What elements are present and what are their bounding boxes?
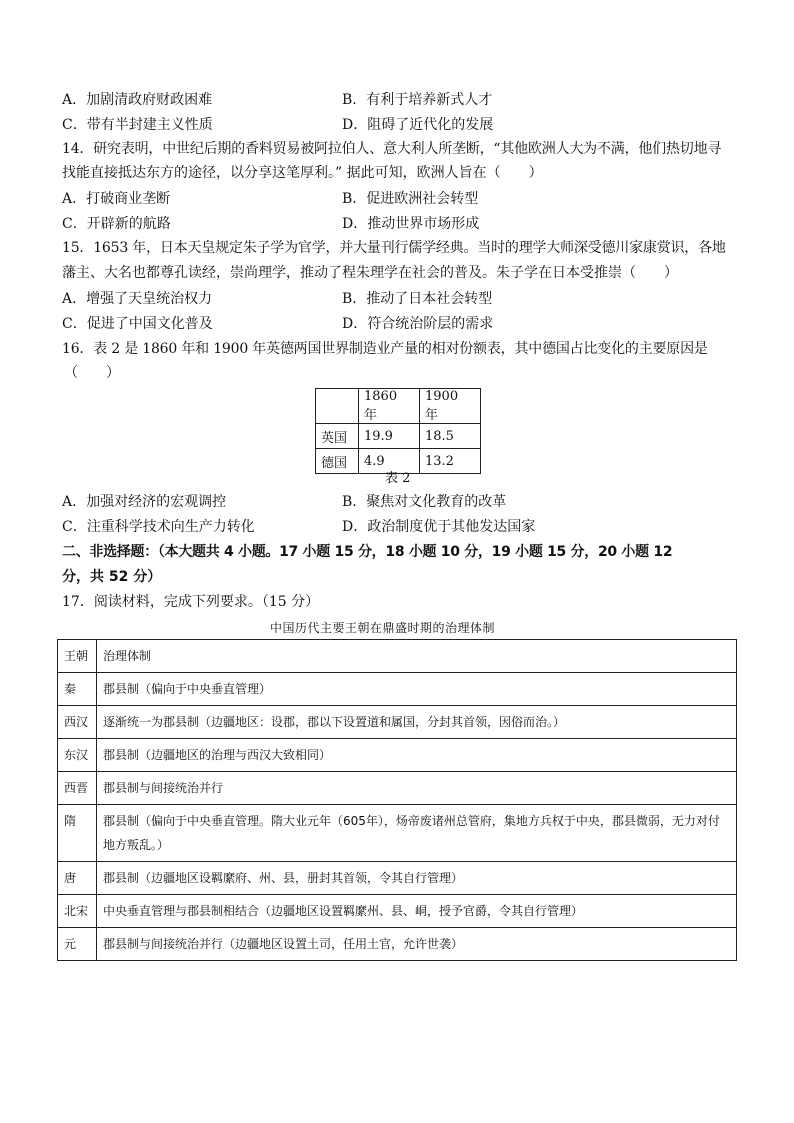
section-heading-line-1: 二、非选择题：（本大题共 4 小题。17 小题 15 分，18 小题 10 分，19 小题 15 分，20 小题 12 xyxy=(62,544,673,560)
table-row xyxy=(58,895,737,928)
q15-stem-line-2: 藩主、大名也都尊孔读经，崇尚理学，推动了程朱理学在社会的普及。朱子学在日本受推崇（ ） xyxy=(62,265,678,281)
option-d: D．符合统治阶层的需求 xyxy=(342,316,494,332)
table-cell: 4.9 xyxy=(359,449,420,474)
table-row xyxy=(58,805,737,862)
q17-intro: 17．阅读材料，完成下列要求。（15 分） xyxy=(62,594,320,610)
system-cell: 郡县制（偏向于中央垂直管理。隋大业元年（605年），炀帝废诸州总管府，集地方兵权于中央，郡县微弱，无力对付地方叛乱。） xyxy=(97,805,737,862)
q14-stem-line-1: 14．研究表明，中世纪后期的香料贸易被阿拉伯人、意大利人所垄断，“其他欧洲人大为不满，他们热切地寻 xyxy=(62,141,722,157)
option-b: B．聚焦对文化教育的改革 xyxy=(342,494,507,510)
option-c: C．促进了中国文化普及 xyxy=(62,316,213,332)
system-cell: 郡县制（偏向于中央垂直管理） xyxy=(97,673,737,706)
option-c: C．带有半封建主义性质 xyxy=(62,117,213,133)
q15-options-row-2 xyxy=(62,313,742,335)
option-a: A．加剧清政府财政困难 xyxy=(62,92,213,108)
table-cell xyxy=(316,389,359,424)
option-b: B．促进欧洲社会转型 xyxy=(342,191,479,207)
dynasty-cell: 东汉 xyxy=(58,739,97,772)
option-a: A．打破商业垄断 xyxy=(62,191,171,207)
dynasty-governance-table xyxy=(57,639,737,961)
table-cell: 德国 xyxy=(316,449,359,474)
table-row xyxy=(58,928,737,961)
table-row xyxy=(316,424,481,449)
system-cell: 郡县制与间接统治并行 xyxy=(97,772,737,805)
table-row xyxy=(58,673,737,706)
q16-stem-line-1: 16．表 2 是 1860 年和 1900 年英德两国世界制造业产量的相对份额表，其中德国占比变化的主要原因是 xyxy=(62,341,708,357)
dynasty-cell: 元 xyxy=(58,928,97,961)
option-a: A．增强了天皇统治权力 xyxy=(62,291,213,307)
option-c: C．开辟新的航路 xyxy=(62,216,171,232)
table-cell: 英国 xyxy=(316,424,359,449)
dynasty-cell: 王朝 xyxy=(58,640,97,673)
table-cell: 13.2 xyxy=(420,449,481,474)
table-cell: 18.5 xyxy=(420,424,481,449)
q17-table-title: 中国历代主要王朝在鼎盛时期的治理体制 xyxy=(270,621,496,635)
option-b: B．推动了日本社会转型 xyxy=(342,291,493,307)
option-d: D．政治制度优于其他发达国家 xyxy=(342,519,536,535)
dynasty-cell: 北宋 xyxy=(58,895,97,928)
dynasty-cell: 隋 xyxy=(58,805,97,862)
q14-stem-line-2: 找能直接抵达东方的途径，以分享这笔厚利。” 据此可知，欧洲人旨在（ ） xyxy=(62,165,543,181)
table-row xyxy=(58,862,737,895)
table-cell: 1900 年 xyxy=(420,389,481,424)
system-cell: 郡县制（边疆地区的治理与西汉大致相同） xyxy=(97,739,737,772)
system-cell: 郡县制与间接统治并行（边疆地区设置土司，任用土官，允许世袭） xyxy=(97,928,737,961)
table-row xyxy=(58,706,737,739)
table-cell: 19.9 xyxy=(359,424,420,449)
option-b: B．有利于培养新式人才 xyxy=(342,92,493,108)
option-d: D．推动世界市场形成 xyxy=(342,216,480,232)
dynasty-cell: 西汉 xyxy=(58,706,97,739)
table-caption: 表 2 xyxy=(385,471,411,486)
q13-options-row-1 xyxy=(62,89,742,111)
q16-options-row-1 xyxy=(62,491,742,513)
q15-stem-line-1: 15．1653 年，日本天皇规定朱子学为官学，并大量刊行儒学经典。当时的理学大师深受德川家康赏识，各地 xyxy=(62,240,726,256)
system-cell: 治理体制 xyxy=(97,640,737,673)
q16-stem-line-2: （ ） xyxy=(64,365,120,381)
q14-options-row-1 xyxy=(62,188,742,210)
table-cell: 1860 年 xyxy=(359,389,420,424)
system-cell: 中央垂直管理与郡县制相结合（边疆地区设置羁縻州、县、峒，授予官爵，令其自行管理） xyxy=(97,895,737,928)
q15-options-row-1 xyxy=(62,288,742,310)
system-cell: 逐渐统一为郡县制（边疆地区：设郡，郡以下设置道和属国，分封其首领，因俗而治。） xyxy=(97,706,737,739)
dynasty-cell: 西晋 xyxy=(58,772,97,805)
table-header-row xyxy=(316,389,481,424)
q14-options-row-2 xyxy=(62,213,742,235)
table-header-row xyxy=(58,640,737,673)
dynasty-cell: 唐 xyxy=(58,862,97,895)
option-d: D．阻碍了近代化的发展 xyxy=(342,117,494,133)
q16-options-row-2 xyxy=(62,516,742,538)
section-heading-line-2: 分，共 52 分） xyxy=(62,569,162,585)
q13-options-row-2 xyxy=(62,114,742,136)
system-cell: 郡县制（边疆地区设羁縻府、州、县，册封其首领，令其自行管理） xyxy=(97,862,737,895)
table-row xyxy=(58,739,737,772)
option-a: A．加强对经济的宏观调控 xyxy=(62,494,227,510)
table-2 xyxy=(315,388,481,474)
table-row xyxy=(58,772,737,805)
dynasty-cell: 秦 xyxy=(58,673,97,706)
option-c: C．注重科学技术向生产力转化 xyxy=(62,519,255,535)
